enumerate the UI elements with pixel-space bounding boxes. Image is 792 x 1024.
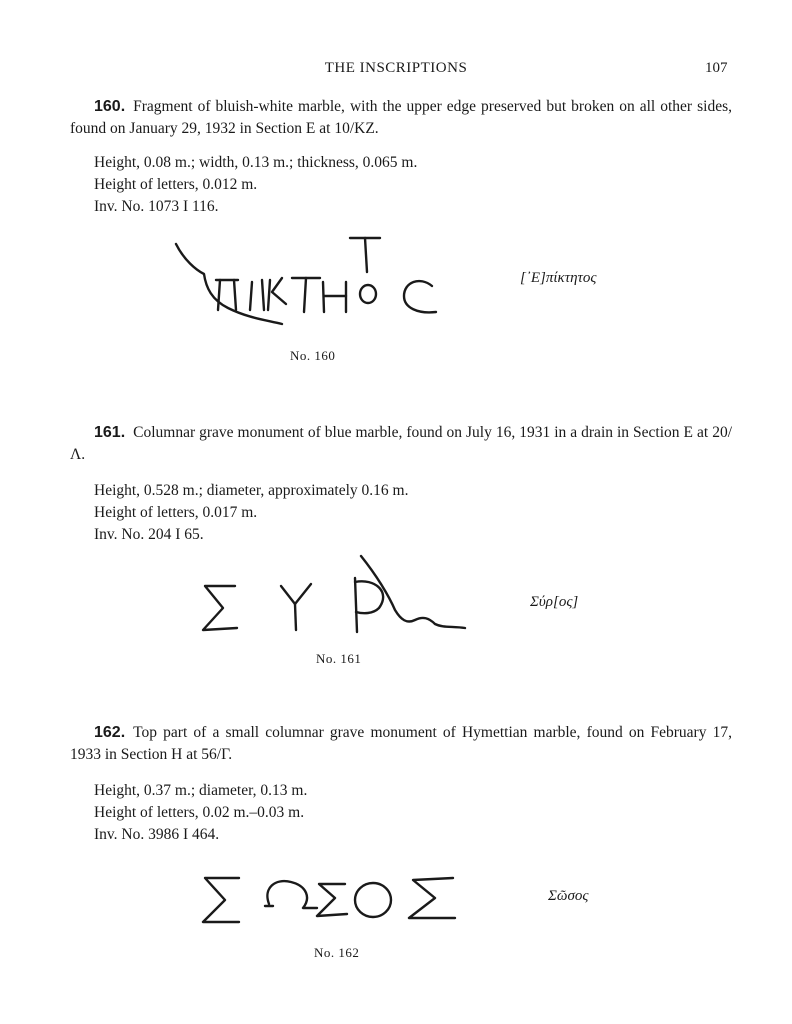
letter-height-line: Height of letters, 0.02 m.–0.03 m. bbox=[94, 804, 305, 821]
entry-text: Top part of a small columnar grave monument of Hymettian marble, found on February 17, 1933 in Section H at 56/Γ. bbox=[70, 724, 732, 763]
entry-162-measurements bbox=[94, 780, 307, 846]
inventory-line: Inv. No. 3986 I 464. bbox=[94, 826, 220, 843]
transliteration-162: Σῶσος bbox=[548, 888, 589, 904]
figure-caption-161: No. 161 bbox=[316, 651, 362, 666]
letter-height-line: Height of letters, 0.017 m. bbox=[94, 504, 258, 521]
letter-height-line: Height of letters, 0.012 m. bbox=[94, 176, 258, 193]
entry-text: Fragment of bluish-white marble, with the upper edge preserved but broken on all other sides, found on January 29, 1932 in Section E at 10/ΚΖ. bbox=[70, 98, 732, 137]
entry-161-description bbox=[70, 422, 732, 466]
running-header-title: THE INSCRIPTIONS bbox=[324, 60, 468, 76]
dimensions-line: Height, 0.08 m.; width, 0.13 m.; thickness, 0.065 m. bbox=[94, 154, 418, 171]
broken-edge-line bbox=[176, 244, 282, 324]
entry-number: 162. bbox=[94, 724, 126, 741]
inscription-162-drawing bbox=[195, 868, 475, 930]
entry-text: Columnar grave monument of blue marble, found on July 16, 1931 in a drain in Section E at 20/Λ. bbox=[70, 424, 732, 463]
dimensions-line: Height, 0.37 m.; diameter, 0.13 m. bbox=[94, 782, 308, 799]
entry-number: 160. bbox=[94, 98, 126, 115]
broken-edge-line bbox=[361, 556, 465, 628]
transliteration-161: Σύρ[ος] bbox=[530, 594, 579, 610]
page-number: 107 bbox=[705, 60, 728, 76]
figure-caption-162: No. 162 bbox=[314, 945, 360, 960]
transliteration-160: [᾿Ε]πίκτητος bbox=[520, 270, 597, 286]
entry-160-description bbox=[70, 96, 732, 140]
entry-number: 161. bbox=[94, 424, 126, 441]
dimensions-line: Height, 0.528 m.; diameter, approximately 0.16 m. bbox=[94, 482, 409, 499]
entry-161-measurements bbox=[94, 480, 408, 546]
inscription-161-drawing bbox=[195, 548, 475, 638]
inventory-line: Inv. No. 1073 I 116. bbox=[94, 198, 219, 215]
entry-160-measurements bbox=[94, 152, 417, 218]
inventory-line: Inv. No. 204 I 65. bbox=[94, 526, 204, 543]
figure-caption-160: No. 160 bbox=[290, 348, 336, 363]
inscription-160-drawing bbox=[170, 230, 470, 340]
entry-162-description bbox=[70, 722, 732, 766]
